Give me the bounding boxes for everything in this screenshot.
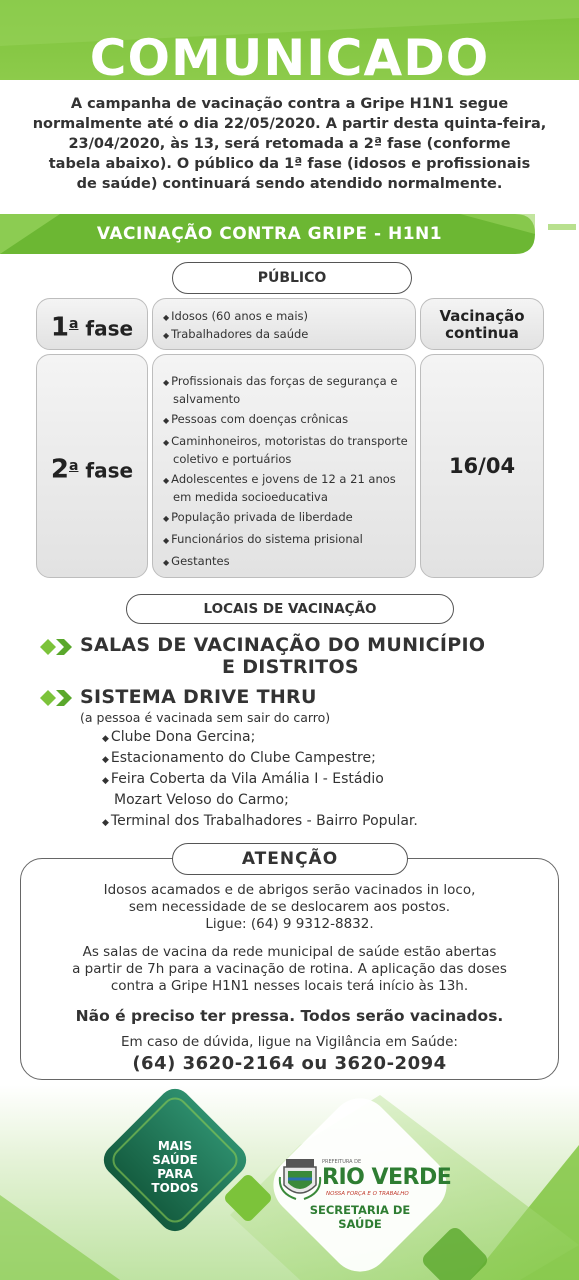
- intro-line: 23/04/2020, às 13, será retomada a 2ª fase (conforme: [68, 136, 511, 152]
- intro-line: A campanha de vacinação contra a Gripe H1N1 segue: [70, 96, 509, 112]
- phase1-status: [421, 299, 543, 342]
- list-item-continuation: Mozart Veloso do Carmo;: [114, 792, 289, 808]
- phase1-word: fase: [85, 316, 134, 341]
- phase2-number: 2: [50, 454, 69, 485]
- text-line: Idosos acamados e de abrigos serão vacinados in loco,: [103, 882, 476, 898]
- logo-department: SECRETARIA DE SAÚDE: [309, 1203, 411, 1231]
- phase1-number: 1: [50, 312, 69, 343]
- table-header: PÚBLICO: [172, 262, 412, 294]
- intro-text: [10, 94, 569, 194]
- location-item-drive-thru: SISTEMA DRIVE THRU: [80, 686, 317, 708]
- intro-line: tabela abaixo). O público da 1ª fase (idosos e profissionais: [48, 156, 531, 172]
- list-item: ◆ Trabalhadores da saúde: [163, 326, 415, 344]
- phase2-status: 16/04: [448, 454, 516, 478]
- logo-top-text: PREFEITURA DE: [322, 1159, 362, 1165]
- attention-phones: (64) 3620-2164 ou 3620-2094: [132, 1053, 447, 1074]
- band-title: VACINAÇÃO CONTRA GRIPE - H1N1: [96, 224, 443, 244]
- text-line: a partir de 7h para a vacinação de rotina. A aplicação das doses: [72, 961, 507, 977]
- list-item: ◆ Adolescentes e jovens de 12 a 21 anos em medida socioeducativa: [163, 471, 411, 505]
- footer: [0, 1085, 579, 1280]
- phase2-word: fase: [85, 458, 134, 483]
- attention-header: ATENÇÃO: [172, 843, 408, 875]
- locations-header: LOCAIS DE VACINAÇÃO: [126, 594, 454, 624]
- list-item: ◆ Caminhoneiros, motoristas do transporte coletivo e portuários: [163, 433, 411, 467]
- text-line: contra a Gripe H1N1 nesses locais terá início às 13h.: [110, 978, 469, 994]
- attention-paragraph-3: Não é preciso ter pressa. Todos serão vacinados.: [75, 1007, 504, 1025]
- drive-thru-list: [102, 728, 418, 833]
- list-item: ◆ Feira Coberta da Vila Amália I - Estádio: [102, 770, 418, 791]
- attention-paragraph-4: Em caso de dúvida, ligue na Vigilância em Saúde:: [121, 1034, 458, 1050]
- list-item: ◆ Idosos (60 anos e mais): [163, 308, 415, 326]
- list-item: ◆ População privada de liberdade: [163, 509, 411, 527]
- logo-slogan: NOSSA FORÇA E O TRABALHO: [326, 1191, 409, 1197]
- phase2-cell: [36, 354, 148, 578]
- phase2-list: [153, 355, 415, 571]
- phase2-ordinal: a: [69, 458, 79, 474]
- attention-paragraph-1: [20, 882, 559, 933]
- status-line: Vacinação: [439, 307, 525, 325]
- city-crest-icon: [278, 1157, 322, 1203]
- list-item: ◆ Clube Dona Gercina;: [102, 728, 418, 749]
- status-line: continua: [445, 324, 519, 342]
- attention-paragraph-2: [20, 944, 559, 995]
- phase1-public-cell: [152, 298, 416, 350]
- phase1-ordinal: a: [69, 316, 79, 332]
- list-item: ◆ Gestantes: [163, 553, 411, 571]
- intro-line: normalmente até o dia 22/05/2020. A partir desta quinta-feira,: [32, 116, 547, 132]
- drive-thru-subtitle: (a pessoa é vacinada sem sair do carro): [80, 710, 331, 725]
- phase2-label: [37, 355, 147, 582]
- list-item: ◆ Profissionais das forças de segurança e salvamento: [163, 373, 411, 407]
- text-line: sem necessidade de se deslocarem aos postos.: [128, 899, 451, 915]
- list-item: ◆ Estacionamento do Clube Campestre;: [102, 749, 418, 770]
- phase2-public-cell: [152, 354, 416, 578]
- badge-line: MAIS: [157, 1139, 193, 1153]
- list-item: ◆ Funcionários do sistema prisional: [163, 531, 411, 549]
- intro-line: de saúde) continuará sendo atendido normalmente.: [76, 176, 503, 192]
- phase1-list: [153, 299, 415, 344]
- phase1-label: [37, 299, 147, 354]
- chevron-right-icon: [40, 637, 74, 657]
- text-line: Ligue: (64) 9 9312-8832.: [205, 916, 374, 932]
- list-item: ◆ Terminal dos Trabalhadores - Bairro Popular.: [102, 812, 418, 833]
- badge-line: PARA: [157, 1167, 193, 1181]
- text-line: As salas de vacina da rede municipal de saúde estão abertas: [82, 944, 497, 960]
- page-title: COMUNICADO: [89, 29, 490, 87]
- phase1-cell: [36, 298, 148, 350]
- logo-city: RIO VERDE: [322, 1165, 452, 1190]
- badge-line: SAÚDE: [152, 1153, 198, 1167]
- phase1-status-cell: [420, 298, 544, 350]
- list-item: ◆ Pessoas com doenças crônicas: [163, 411, 411, 429]
- phase2-status-cell: [420, 354, 544, 578]
- chevron-right-icon: [40, 688, 74, 708]
- location-item-salas-line1: SALAS DE VACINAÇÃO DO MUNICÍPIO: [80, 634, 486, 656]
- location-item-salas-line2: E DISTRITOS: [222, 656, 359, 678]
- health-badge: [140, 1139, 210, 1195]
- badge-line: TODOS: [151, 1181, 199, 1195]
